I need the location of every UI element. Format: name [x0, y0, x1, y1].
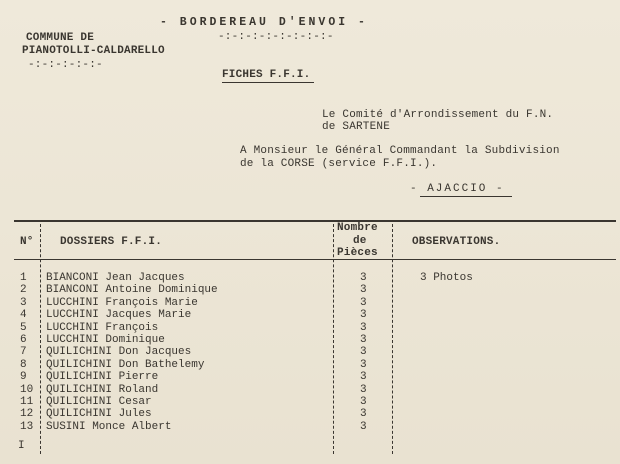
- row-name: QUILICHINI Pierre: [46, 371, 159, 384]
- row-pieces: 3: [360, 321, 367, 334]
- table-top-rule: [14, 220, 616, 222]
- table-row: [0, 371, 620, 383]
- row-number: 4: [20, 309, 27, 322]
- table-row: [0, 346, 620, 358]
- row-pieces: 3: [360, 420, 367, 433]
- table-row: [0, 297, 620, 309]
- row-pieces: 3: [360, 396, 367, 408]
- recipient-line2: de la CORSE (service F.F.I.).: [240, 158, 438, 170]
- row-name: BIANCONI Jean Jacques: [46, 272, 185, 284]
- subject-underline: [222, 82, 314, 83]
- row-name: QUILICHINI Roland: [46, 383, 159, 396]
- row-number: 6: [20, 334, 27, 346]
- row-name: QUILICHINI Don Bathelemy: [46, 358, 205, 371]
- table-row: [0, 421, 620, 433]
- row-number: 13: [20, 420, 34, 433]
- document-title: - BORDEREAU D'ENVOI -: [160, 16, 368, 29]
- table-row: [0, 396, 620, 408]
- table-row: [0, 309, 620, 321]
- row-name: LUCCHINI Dominique: [46, 334, 165, 346]
- header-pieces-3: Pièces: [337, 247, 378, 259]
- row-name: BIANCONI Antoine Dominique: [46, 284, 218, 297]
- row-pieces: 3: [360, 358, 367, 371]
- table-header-rule: [14, 259, 616, 260]
- row-name: LUCCHINI François: [46, 321, 159, 334]
- row-name: SUSINI Monce Albert: [46, 420, 172, 433]
- header-pieces-2: de: [353, 235, 367, 247]
- table-row: [0, 272, 620, 284]
- city-underline: [420, 196, 512, 197]
- table-row: [0, 384, 620, 396]
- header-dossiers: DOSSIERS F.F.I.: [60, 236, 163, 248]
- header-num: N°: [20, 236, 34, 248]
- table-row: [0, 284, 620, 296]
- subject-line: FICHES F.F.I.: [222, 69, 311, 81]
- row-pieces: 3: [360, 272, 367, 284]
- row-number: 7: [20, 346, 27, 359]
- commune-name: PIANOTOLLI-CALDARELLO: [22, 45, 165, 57]
- header-observations: OBSERVATIONS.: [412, 236, 501, 248]
- header-pieces-1: Nombre: [337, 222, 378, 234]
- row-pieces: 3: [360, 383, 367, 396]
- sender-line2: de SARTENE: [322, 121, 391, 133]
- row-number: 10: [20, 383, 34, 396]
- commune-underline: -:-:-:-:-:-: [28, 59, 103, 71]
- commune-label: COMMUNE DE: [26, 32, 95, 44]
- row-name: LUCCHINI Jacques Marie: [46, 309, 192, 322]
- row-number: 1: [20, 272, 27, 284]
- recipient-city: - AJACCIO -: [410, 183, 505, 195]
- row-number: 11: [20, 396, 34, 408]
- table-row: [0, 334, 620, 346]
- row-pieces: 3: [360, 346, 367, 359]
- row-pieces: 3: [360, 371, 367, 384]
- row-number: 5: [20, 321, 27, 334]
- sender-line1: Le Comité d'Arrondissement du F.N.: [322, 109, 554, 121]
- row-number: 12: [20, 408, 34, 421]
- title-underline: -:-:-:-:-:-:-:-:-: [218, 31, 334, 43]
- row-name: QUILICHINI Jules: [46, 408, 152, 421]
- trailing-mark: I: [18, 440, 25, 452]
- table-row: [0, 322, 620, 334]
- row-name: QUILICHINI Don Jacques: [46, 346, 192, 359]
- table-row: [0, 408, 620, 420]
- row-pieces: 3: [360, 334, 367, 346]
- row-name: LUCCHINI François Marie: [46, 296, 198, 309]
- table-row: [0, 359, 620, 371]
- row-number: 9: [20, 371, 27, 384]
- row-number: 2: [20, 284, 27, 297]
- row-pieces: 3: [360, 284, 367, 297]
- recipient-line1: A Monsieur le Général Commandant la Subdivision: [240, 145, 560, 157]
- row-observations: 3 Photos: [420, 272, 473, 284]
- row-number: 3: [20, 296, 27, 309]
- row-pieces: 3: [360, 296, 367, 309]
- row-name: QUILICHINI Cesar: [46, 396, 152, 408]
- row-pieces: 3: [360, 309, 367, 322]
- row-number: 8: [20, 358, 27, 371]
- row-pieces: 3: [360, 408, 367, 421]
